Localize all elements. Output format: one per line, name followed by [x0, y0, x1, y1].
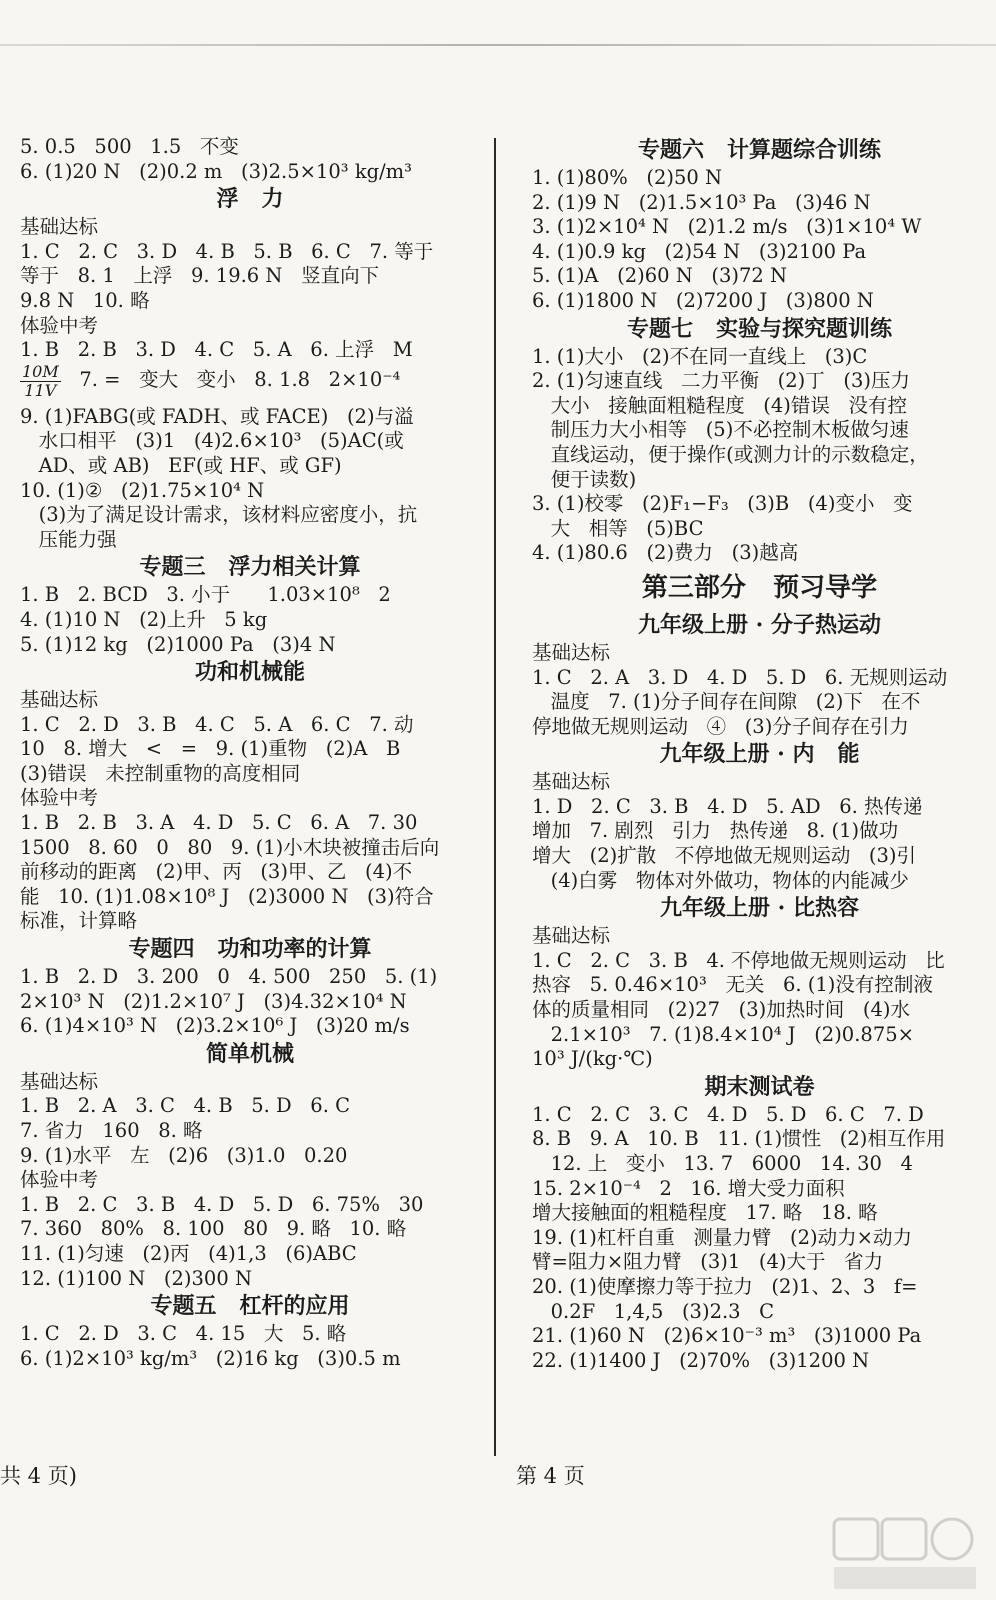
fraction — [20, 363, 61, 400]
left-column — [20, 135, 480, 1371]
answer-text: 7. = 变大 变小 8. 1.8 2×10⁻⁴ — [60, 367, 401, 391]
answer-line: 3. (1)2×10⁴ N (2)1.2 m/s (3)1×10⁴ W — [532, 215, 922, 239]
answer-line: 1. B 2. BCD 3. 小于 1.03×10⁸ 2 — [20, 583, 391, 607]
answer-line: 2×10³ N (2)1.2×10⁷ J (3)4.32×10⁴ N — [20, 989, 407, 1013]
answer-line: 制压力大小相等 (5)不必控制木板做匀速 — [532, 418, 909, 442]
answer-line: 7. 360 80% 8. 100 80 9. 略 10. 略 — [20, 1217, 407, 1241]
section-heading: 专题七 实验与探究题训练 — [627, 315, 892, 342]
answer-line: 2. (1)9 N (2)1.5×10³ Pa (3)46 N — [532, 190, 871, 214]
footer-left-page-count: 共 4 页) — [0, 1464, 77, 1488]
answer-line: 22. (1)1400 J (2)70% (3)1200 N — [532, 1348, 870, 1372]
section-heading: 专题六 计算题综合训练 — [638, 137, 881, 163]
answer-line: 4. (1)80.6 (2)费力 (3)越高 — [532, 541, 799, 565]
answer-line: 1. C 2. D 3. B 4. C 5. A 6. C 7. 动 — [20, 712, 414, 736]
answer-line: 8. B 9. A 10. B 11. (1)惯性 (2)相互作用 — [532, 1127, 946, 1151]
answer-line: 4. (1)0.9 kg (2)54 N (3)2100 Pa — [532, 239, 867, 263]
answer-line: 19. (1)杠杆自重 测量力臂 (2)动力×动力 — [532, 1225, 912, 1249]
section-heading: 浮 力 — [216, 186, 284, 213]
answer-line: 1. B 2. A 3. C 4. B 5. D 6. C — [20, 1094, 351, 1118]
answer-line: 5. (1)A (2)60 N (3)72 N — [532, 264, 788, 288]
answer-line: 停地做无规则运动 ④ (3)分子间存在引力 — [532, 714, 909, 738]
answer-line: 9.8 N 10. 略 — [20, 288, 150, 312]
answer-line: 10³ J/(kg·℃) — [532, 1047, 653, 1071]
answer-line: 基础达标 — [20, 1069, 99, 1093]
answer-line: 12. (1)100 N (2)300 N — [20, 1266, 253, 1290]
answer-line: 1. C 2. C 3. B 4. 不停地做无规则运动 比 — [532, 948, 945, 972]
fraction-denominator: 11V — [24, 380, 57, 400]
answer-line: 2. (1)匀速直线 二力平衡 (2)丁 (3)压力 — [532, 369, 910, 393]
section-heading: 专题四 功和功率的计算 — [128, 936, 372, 963]
answer-line: 大 相等 (5)BC — [532, 516, 704, 540]
answer-line: 等于 8. 1 上浮 9. 19.6 N 竖直向下 — [20, 264, 380, 288]
answer-line: 标准，计算略 — [20, 909, 138, 933]
answer-line: 基础达标 — [20, 688, 99, 712]
answer-line: (3)为了满足设计需求，该材料应密度小，抗 — [20, 503, 418, 527]
answer-line: 1. C 2. D 3. C 4. 15 大 5. 略 — [20, 1322, 347, 1346]
answer-line: 1. B 2. C 3. B 4. D 5. D 6. 75% 30 — [20, 1192, 424, 1216]
answer-line: 热容 5. 0.46×10³ 无关 6. (1)没有控制液 — [532, 973, 933, 997]
answer-line: 水口相平 (3)1 (4)2.6×10³ (5)AC(或 — [20, 429, 404, 453]
answer-line: (4)白雾 物体对外做功，物体的内能减少 — [532, 868, 909, 892]
answer-line: 1. C 2. C 3. D 4. B 5. B 6. C 7. 等于 — [20, 239, 434, 263]
answer-line: 便于读数) — [532, 467, 637, 491]
answer-line: 1. (1)80% (2)50 N — [532, 166, 723, 189]
answer-line: 增大接触面的粗糙程度 17. 略 18. 略 — [532, 1201, 878, 1225]
section-heading: 专题三 浮力相关计算 — [139, 554, 361, 581]
footer-page-number: 第 4 页 — [516, 1464, 585, 1488]
answer-line: 基础达标 — [532, 770, 611, 794]
answer-line: 21. (1)60 N (2)6×10⁻³ m³ (3)1000 Pa — [532, 1324, 922, 1348]
answer-line: 11. (1)匀速 (2)丙 (4)1,3 (6)ABC — [20, 1241, 357, 1265]
answer-line: 体验中考 — [20, 1168, 99, 1192]
answer-line: 1. B 2. D 3. 200 0 4. 500 250 5. (1) — [20, 965, 438, 989]
answer-line: 1. (1)大小 (2)不在同一直线上 (3)C — [532, 344, 868, 368]
answer-line: 10. (1)② (2)1.75×10⁴ N — [20, 478, 265, 502]
answer-line: 2.1×10³ 7. (1)8.4×10⁴ J (2)0.875× — [532, 1022, 914, 1046]
answer-line: 5. (1)12 kg (2)1000 Pa (3)4 N — [20, 632, 336, 656]
answer-line: 6. (1)4×10³ N (2)3.2×10⁶ J (3)20 m/s — [20, 1014, 410, 1038]
answer-line: 能 10. (1)1.08×10⁸ J (2)3000 N (3)符合 — [20, 884, 434, 908]
answer-line: 直线运动，便于操作(或测力计的示数稳定， — [532, 442, 929, 466]
answer-line: 臂=阻力×阻力臂 (3)1 (4)大于 省力 — [532, 1250, 884, 1274]
section-heading: 专题五 杠杆的应用 — [150, 1293, 350, 1320]
section-heading: 九年级上册 · 分子热运动 — [638, 611, 881, 638]
answer-line: 1. B 2. B 3. A 4. D 5. C 6. A 7. 30 — [20, 811, 418, 835]
answer-line: 15. 2×10⁻⁴ 2 16. 增大受力面积 — [532, 1176, 845, 1200]
answer-line: 温度 7. (1)分子间存在间隙 (2)下 在不 — [532, 690, 921, 714]
answer-line: 12. 上 变小 13. 7 6000 14. 30 4 — [532, 1152, 913, 1175]
answer-line-fraction — [20, 363, 480, 405]
answer-line: 体验中考 — [20, 786, 99, 810]
answer-line: 6. (1)20 N (2)0.2 m (3)2.5×10³ kg/m³ — [20, 159, 412, 183]
answer-line: AD、或 AB) EF(或 HF、或 GF) — [20, 453, 342, 477]
answer-line: 7. 省力 160 8. 略 — [20, 1119, 203, 1142]
answer-line: 基础达标 — [532, 640, 611, 664]
answer-line: 大小 接触面粗糙程度 (4)错误 没有控 — [532, 393, 908, 417]
answer-line: 1. B 2. B 3. D 4. C 5. A 6. 上浮 M — [20, 338, 413, 362]
section-heading: 简单机械 — [205, 1040, 294, 1067]
top-rule — [0, 44, 996, 46]
answer-line: 增加 7. 剧烈 引力 热传递 8. (1)做功 — [532, 819, 899, 843]
answer-line: 1500 8. 60 0 80 9. (1)小木块被撞击后向 — [20, 835, 440, 859]
answer-line: 压能力强 — [20, 527, 117, 551]
column-divider — [494, 138, 496, 1456]
answer-line: 9. (1)FABG(或 FADH、或 FACE) (2)与溢 — [20, 404, 414, 428]
answer-line: 增大 (2)扩散 不停地做无规则运动 (3)引 — [532, 844, 917, 868]
answer-line: 基础达标 — [20, 215, 99, 239]
answer-line: 前移动的距离 (2)甲、丙 (3)甲、乙 (4)不 — [20, 860, 413, 884]
answer-line: 3. (1)校零 (2)F₁−F₃ (3)B (4)变小 变 — [532, 492, 913, 516]
answer-line: 9. (1)水平 左 (2)6 (3)1.0 0.20 — [20, 1143, 348, 1167]
answer-line: 1. C 2. C 3. C 4. D 5. D 6. C 7. D — [532, 1102, 924, 1126]
answer-line: 体的质量相同 (2)27 (3)加热时间 (4)水 — [532, 998, 910, 1022]
part-heading: 第三部分 预习导学 — [641, 572, 878, 603]
answer-line: 6. (1)2×10³ kg/m³ (2)16 kg (3)0.5 m — [20, 1346, 401, 1370]
right-column — [532, 135, 987, 1373]
fraction-numerator: 10M — [22, 361, 59, 381]
answer-line: 20. (1)使摩擦力等于拉力 (2)1、2、3 f= — [532, 1274, 918, 1298]
answer-line: 基础达标 — [532, 924, 611, 948]
section-heading: 九年级上册 · 比热容 — [660, 895, 859, 922]
answer-line: 体验中考 — [20, 313, 99, 337]
section-heading: 九年级上册 · 内 能 — [659, 741, 860, 768]
watermark-logo — [830, 1515, 980, 1595]
answer-line: 0.2F 1,4,5 (3)2.3 C — [532, 1299, 775, 1323]
answer-line: 1. D 2. C 3. B 4. D 5. AD 6. 热传递 — [532, 794, 923, 818]
answer-line: 6. (1)1800 N (2)7200 J (3)800 N — [532, 288, 874, 312]
section-heading: 期末测试卷 — [704, 1073, 815, 1100]
answer-line: 4. (1)10 N (2)上升 5 kg — [20, 607, 268, 631]
answer-line: 10 8. 增大 < = 9. (1)重物 (2)A B — [20, 737, 401, 761]
section-heading: 功和机械能 — [194, 659, 305, 686]
answer-line: 1. C 2. A 3. D 4. D 5. D 6. 无规则运动 — [532, 665, 948, 689]
answer-line: (3)错误 未控制重物的高度相同 — [20, 761, 301, 785]
answer-line: 5. 0.5 500 1.5 不变 — [20, 135, 239, 158]
